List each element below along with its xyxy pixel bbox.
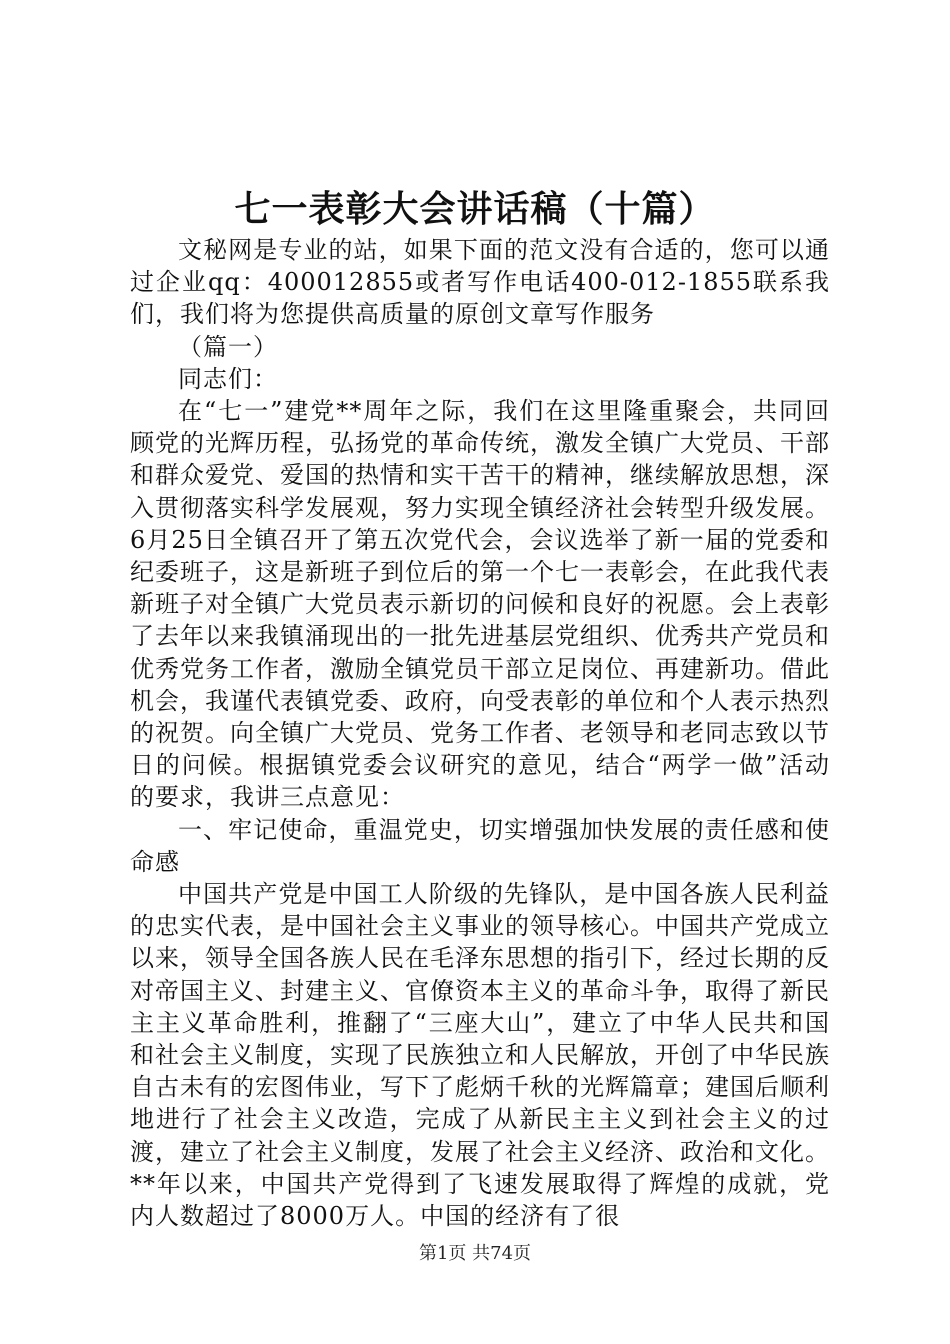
document-title: 七一表彰大会讲话稿（十篇）	[234, 188, 716, 230]
document-body	[130, 234, 830, 1232]
salutation: 同志们：	[178, 364, 278, 393]
body-paragraph: 中国共产党是中国工人阶级的先锋队，是中国各族人民利益的忠实代表，是中国社会主义事业的领导核心。中国共产党成立以来，领导全国各族人民在毛泽东思想的指引下，经过长期的反对帝国主义、封建主义、官僚资本主义的革命斗争，取得了新民主主义革命胜利，推翻了“三座大山”，建立了中华人民共和国和社会主义制度，实现了民族独立和人民解放，开创了中华民族自古未有的宏图伟业，写下了彪炳千秋的光辉篇章；建国后顺利地进行了社会主义改造，完成了从新民主主义到社会主义的过渡，建立了社会主义制度，发展了社会主义经济、政治和文化。**年以来，中国共产党得到了飞速发展取得了辉煌的成就，党内人数超过了8000万人。中国的经济有了很	[130, 880, 830, 1231]
section-label: （篇一）	[178, 332, 278, 361]
body-paragraph: 在“七一”建党**周年之际，我们在这里隆重聚会，共同回顾党的光辉历程，弘扬党的革命传统，激发全镇广大党员、干部和群众爱党、爱国的热情和实干苦干的精神，继续解放思想，深入贯彻落实科学发展观，努力实现全镇经济社会转型升级发展。6月25日全镇召开了第五次党代会，会议选举了新一届的党委和纪委班子，这是新班子到位后的第一个七一表彰会，在此我代表新班子对全镇广大党员表示新切的问候和良好的祝愿。会上表彰了去年以来我镇涌现出的一批先进基层党组织、优秀共产党员和优秀党务工作者，激励全镇党员干部立足岗位、再建新功。借此机会，我谨代表镇党委、政府，向受表彰的单位和个人表示热烈的祝贺。向全镇广大党员、党务工作者、老领导和老同志致以节日的问候。根据镇党委会议研究的意见，结合“两学一做”活动的要求，我讲三点意见：	[130, 397, 830, 812]
section-heading: 一、牢记使命，重温党史，切实增强加快发展的责任感和使命感	[130, 815, 830, 876]
page-number-footer: 第1页 共74页	[418, 1243, 532, 1264]
intro-paragraph: 文秘网是专业的站，如果下面的范文没有合适的，您可以通过企业qq：400012855或者写作电话400-012-1855联系我们，我们将为您提供高质量的原创文章写作服务	[130, 236, 830, 329]
